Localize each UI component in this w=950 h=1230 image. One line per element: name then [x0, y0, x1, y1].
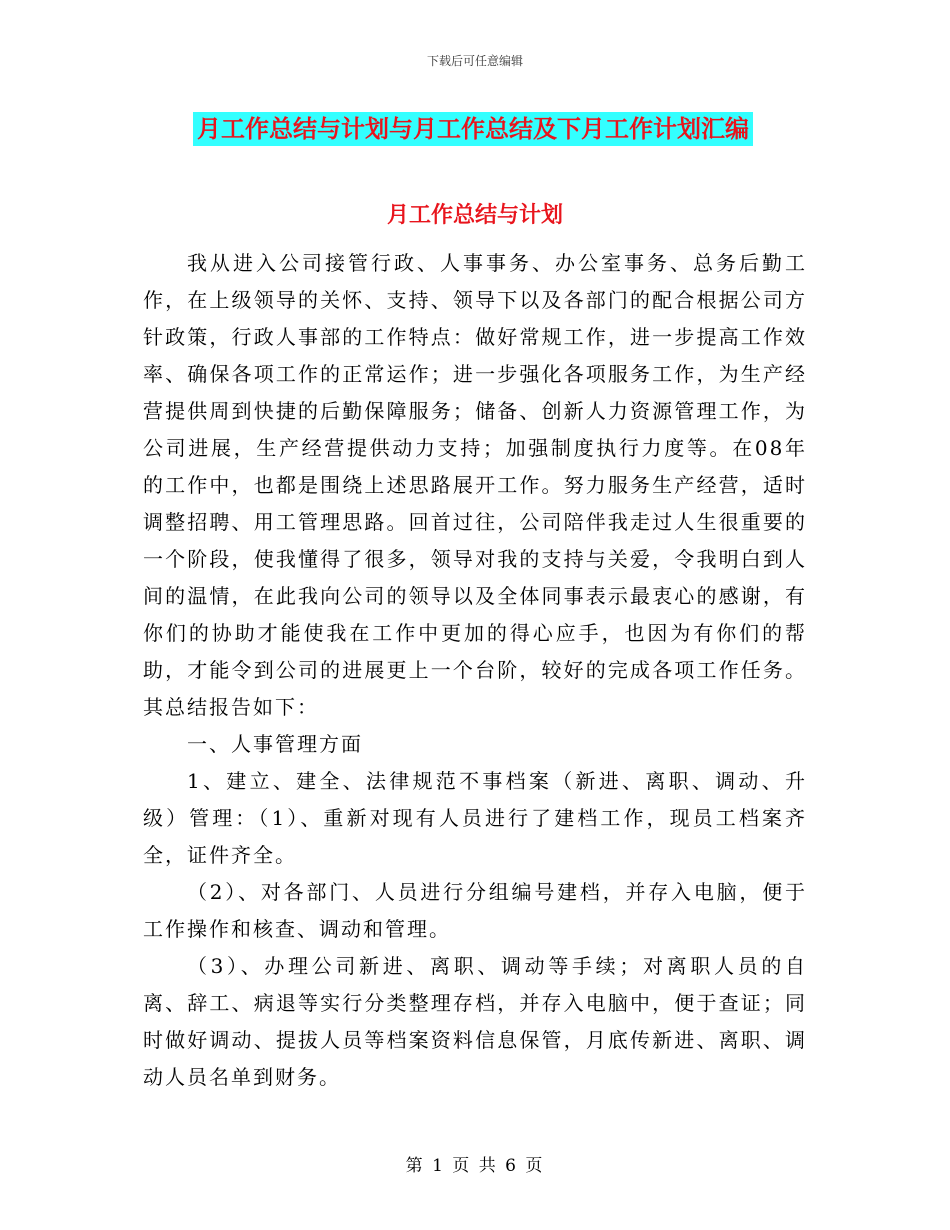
page-header-note: 下载后可任意编辑	[426, 54, 523, 68]
section-title: 月工作总结与计划	[386, 203, 563, 228]
document-title: 月工作总结与计划与月工作总结及下月工作计划汇编	[193, 112, 753, 146]
paragraph-intro: 我从进入公司接管行政、人事事务、办公室事务、总务后勤工作，在上级领导的关怀、支持、领导下以及各部门的配合根据公司方针政策，行政人事部的工作特点：做好常规工作，进一步提高工作效率、确保各项工作的正常运作；进一步强化各项服务工作，为生产经营提供周到快捷的后勤保障服务；储备、创新人力资源管理工作，为公司进展，生产经营提供动力支持；加强制度执行力度等。在08年的工作中，也都是围绕上述思路展开工作。努力服务生产经营，适时调整招聘、用工管理思路。回首过往，公司陪伴我走过人生很重要的一个阶段，使我懂得了很多，领导对我的支持与关爱，令我明白到人间的温情，在此我向公司的领导以及全体同事表示最衷心的感谢，有你们的协助才能使我在工作中更加的得心应手，也因为有你们的帮助，才能令到公司的进展更上一个台阶，较好的完成各项工作任务。其总结报告如下：	[143, 251, 807, 719]
paragraph-item-3: （3）、办理公司新进、离职、调动等手续；对离职人员的自离、辞工、病退等实行分类整理存档，并存入电脑中，便于查证；同时做好调动、提拔人员等档案资料信息保管，月底传新进、离职、调动人员名单到财务。	[143, 954, 807, 1089]
paragraph-item-1: 1、建立、建全、法律规范不事档案（新进、离职、调动、升级）管理：（1）、重新对现有人员进行了建档工作，现员工档案齐全，证件齐全。	[143, 769, 807, 867]
paragraph-item-2: （2）、对各部门、人员进行分组编号建档，并存入电脑，便于工作操作和核查、调动和管理。	[143, 880, 807, 941]
heading-personnel-management: 一、人事管理方面	[187, 732, 363, 756]
page-number: 第 1 页 共 6 页	[405, 1156, 545, 1176]
document-body	[143, 245, 807, 1096]
